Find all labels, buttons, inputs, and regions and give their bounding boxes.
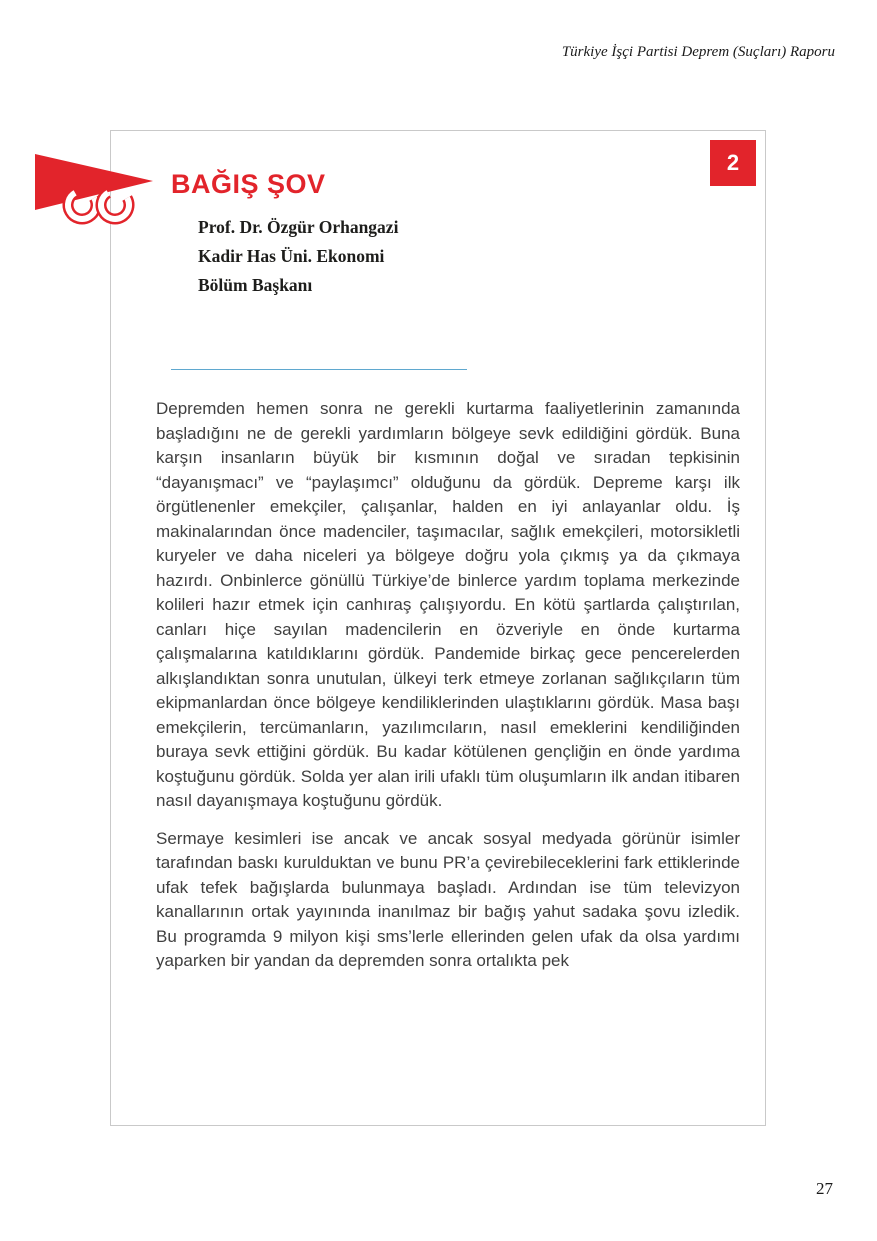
paragraph-2: Sermaye kesimleri ise ancak ve ancak sosyal medyada görünür isimler tarafından baskı kurulduktan ve bunu PR’a çevirebileceklerini fark ettiklerinde ufak tefek bağışlarda bulunmaya başladı. Ardından ise tüm televizyon kanallarının ortak yayınında inanılmaz bir bağış yahut sadaka şovu izledik. Bu programda 9 milyon kişi sms’lerle ellerinden gelen ufak da olsa yardımı yaparken bir yandan da depremden sonra ortalıkta pek [156, 828, 740, 970]
content-frame [110, 130, 766, 1126]
section-title: BAĞIŞ ŞOV [171, 169, 326, 199]
section-number-badge: 2 [710, 140, 756, 186]
author-affiliation: Kadir Has Üni. Ekonomi [198, 246, 385, 266]
divider-line [171, 369, 467, 370]
double-quote-ribbon-icon [35, 148, 169, 238]
running-header: Türkiye İşçi Partisi Deprem (Suçları) Raporu [561, 44, 835, 60]
body-text [156, 397, 740, 987]
page-number: 27 [816, 1179, 833, 1198]
author-block [198, 213, 398, 300]
author-name: Prof. Dr. Özgür Orhangazi [198, 217, 399, 237]
paragraph-1: Depremden hemen sonra ne gerekli kurtarma faaliyetlerinin zamanında başladığını ne de gerekli yardımların bölgeye sevk edildiğini gördük. Buna karşın insanların büyük bir kısmının doğal ve sıradan tepkisinin “dayanışmacı” ve “paylaşımcı” olduğunu da gördük. Depreme karşı ilk örgütlenenler emekçiler, çalışanlar, halden en iyi anlayanlar oldu. İş makinalarından önce madenciler, taşımacılar, sağlık emekçileri, motorsikletli kuryeler ve daha niceleri ya bölgeye doğru yola çıkmış ya da çıkmaya hazırdı. Onbinlerce gönüllü Türkiye’de binlerce yardım toplama merkezinde kolileri hazır etmek için canhıraş çalışıyordu. En kötü şartlarda çalıştırılan, canları hiçe sayılan madencilerin en özveriyle en önde kurtarma çalışmalarına katıldıklarını gördük. Pandemide birkaç gece pencerelerden alkışlandıktan sonra unutulan, ülkeyi terk etmeye zorlanan sağlıkçıların tüm ekipmanlardan önce bölgeye kendiliklerinden ulaştıklarını gördük. Masa başı emekçilerin, tercümanların, yazılımcıların, nasıl emeklerini kendiliğinden buraya sevk ettiğini gördük. Bu kadar kötülenen gençliğin en önde yardıma koştuğunu gördük. Solda yer alan irili ufaklı tüm oluşumların ilk andan itibaren nasıl dayanışmaya koştuğunu gördük. [156, 399, 740, 810]
author-role: Bölüm Başkanı [198, 275, 313, 295]
